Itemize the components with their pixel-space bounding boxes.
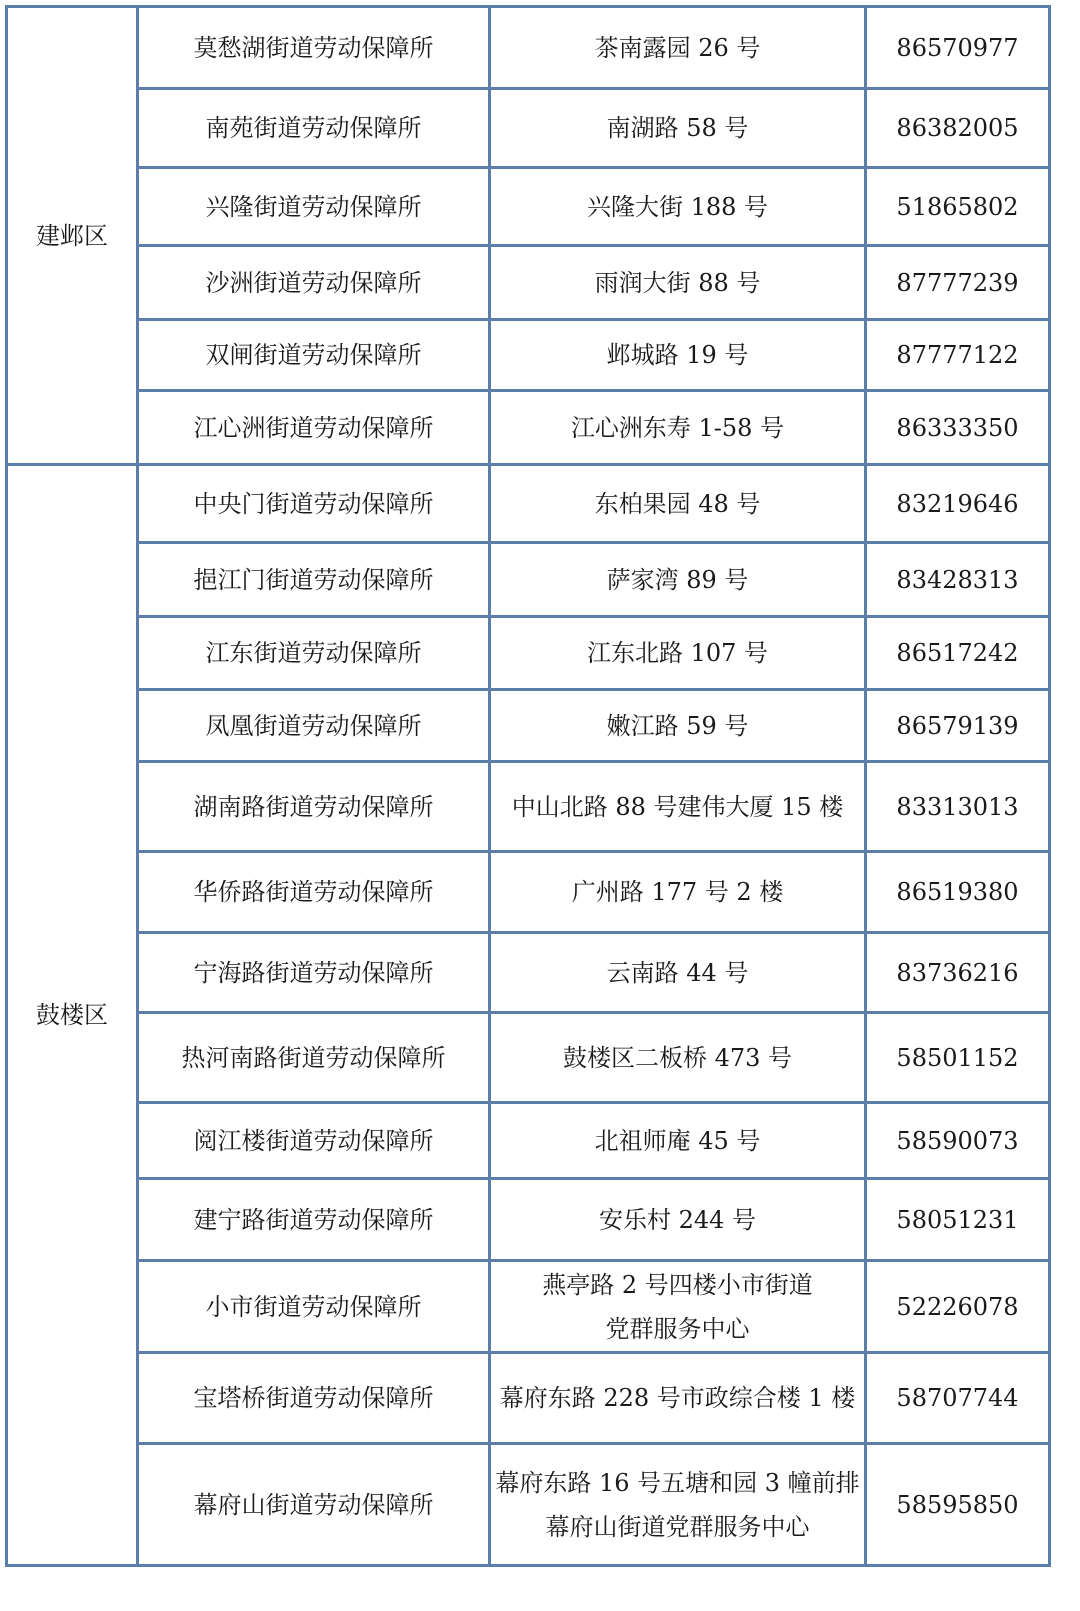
address-line: 兴隆大街 188 号 (586, 192, 769, 221)
office-name-cell: 华侨路街道劳动保障所 (138, 852, 490, 933)
address-line: 茶南露园 26 号 (594, 33, 761, 62)
phone-cell: 51865802 (866, 168, 1050, 246)
office-name-cell: 阅江楼街道劳动保障所 (138, 1103, 490, 1179)
phone-cell: 52226078 (866, 1261, 1050, 1353)
phone-cell: 86579139 (866, 690, 1050, 762)
phone-cell: 86382005 (866, 89, 1050, 168)
table-row (7, 1013, 1050, 1103)
address-line: 安乐村 244 号 (598, 1205, 757, 1234)
table-row (7, 543, 1050, 617)
address-cell (490, 543, 866, 617)
office-name-cell: 江东街道劳动保障所 (138, 617, 490, 690)
office-name-cell: 湖南路街道劳动保障所 (138, 762, 490, 852)
table-row (7, 762, 1050, 852)
phone-cell: 86333350 (866, 391, 1050, 465)
address-cell (490, 320, 866, 391)
table-row (7, 1103, 1050, 1179)
phone-cell: 86517242 (866, 617, 1050, 690)
address-line: 广州路 177 号 2 楼 (571, 878, 784, 906)
table-row (7, 1179, 1050, 1261)
table-row (7, 617, 1050, 690)
address-line: 南湖路 58 号 (606, 114, 749, 142)
office-name-cell: 热河南路街道劳动保障所 (138, 1013, 490, 1103)
address-cell (490, 246, 866, 320)
address-line: 幕府东路 16 号五塘和园 3 幢前排 (495, 1468, 860, 1497)
address-line: 江心洲东寿 1-58 号 (570, 413, 785, 442)
address-line: 幕府东路 228 号市政综合楼 1 楼 (499, 1384, 856, 1412)
office-name-cell: 兴隆街道劳动保障所 (138, 168, 490, 246)
table-row (7, 7, 1050, 89)
address-cell (490, 89, 866, 168)
phone-cell: 86519380 (866, 852, 1050, 933)
phone-cell: 87777122 (866, 320, 1050, 391)
phone-cell: 86570977 (866, 7, 1050, 89)
address-line: 江东北路 107 号 (586, 639, 769, 667)
office-name-cell: 小市街道劳动保障所 (138, 1261, 490, 1353)
office-name-cell: 幕府山街道劳动保障所 (138, 1444, 490, 1566)
address-cell (490, 1353, 866, 1444)
address-cell (490, 852, 866, 933)
address-cell (490, 168, 866, 246)
address-line: 中山北路 88 号建伟大厦 15 楼 (511, 792, 844, 821)
address-cell (490, 1444, 866, 1566)
office-name-cell: 沙洲街道劳动保障所 (138, 246, 490, 320)
address-line: 燕亭路 2 号四楼小市街道 (542, 1270, 813, 1299)
address-line: 雨润大街 88 号 (594, 268, 761, 297)
table-row (7, 1444, 1050, 1566)
table-row (7, 168, 1050, 246)
table-row (7, 89, 1050, 168)
office-name-cell: 宁海路街道劳动保障所 (138, 933, 490, 1013)
address-cell (490, 690, 866, 762)
table-row (7, 690, 1050, 762)
phone-cell: 83219646 (866, 465, 1050, 543)
table-body (7, 7, 1050, 1566)
office-name-cell: 江心洲街道劳动保障所 (138, 391, 490, 465)
address-line: 幕府山街道党群服务中心 (545, 1512, 810, 1541)
office-name-cell: 莫愁湖街道劳动保障所 (138, 7, 490, 89)
phone-cell: 83313013 (866, 762, 1050, 852)
table-row (7, 391, 1050, 465)
address-cell (490, 1179, 866, 1261)
address-cell (490, 1261, 866, 1353)
phone-cell: 58590073 (866, 1103, 1050, 1179)
address-cell (490, 391, 866, 465)
address-line: 鼓楼区二板桥 473 号 (562, 1043, 793, 1072)
address-cell (490, 7, 866, 89)
table-row (7, 1261, 1050, 1353)
address-cell (490, 617, 866, 690)
table-row (7, 1353, 1050, 1444)
office-name-cell: 挹江门街道劳动保障所 (138, 543, 490, 617)
address-line: 北祖师庵 45 号 (594, 1126, 761, 1155)
table-row (7, 465, 1050, 543)
address-cell (490, 762, 866, 852)
table-row (7, 320, 1050, 391)
table-row (7, 246, 1050, 320)
table-row (7, 933, 1050, 1013)
phone-cell: 58051231 (866, 1179, 1050, 1261)
office-name-cell: 双闸街道劳动保障所 (138, 320, 490, 391)
phone-cell: 58707744 (866, 1353, 1050, 1444)
table-row (7, 852, 1050, 933)
office-name-cell: 建宁路街道劳动保障所 (138, 1179, 490, 1261)
office-name-cell: 凤凰街道劳动保障所 (138, 690, 490, 762)
address-line: 邺城路 19 号 (606, 341, 749, 369)
address-cell (490, 465, 866, 543)
address-line: 嫩江路 59 号 (606, 711, 749, 740)
phone-cell: 83736216 (866, 933, 1050, 1013)
address-line: 云南路 44 号 (606, 958, 749, 987)
labor-office-table (5, 5, 1051, 1567)
address-cell (490, 933, 866, 1013)
address-line: 党群服务中心 (605, 1314, 750, 1343)
office-name-cell: 宝塔桥街道劳动保障所 (138, 1353, 490, 1444)
phone-cell: 58501152 (866, 1013, 1050, 1103)
district-cell: 鼓楼区 (7, 465, 138, 1566)
address-cell (490, 1103, 866, 1179)
district-cell: 建邺区 (7, 7, 138, 465)
phone-cell: 87777239 (866, 246, 1050, 320)
phone-cell: 83428313 (866, 543, 1050, 617)
office-name-cell: 南苑街道劳动保障所 (138, 89, 490, 168)
address-cell (490, 1013, 866, 1103)
address-line: 东柏果园 48 号 (594, 489, 761, 518)
address-line: 萨家湾 89 号 (606, 565, 749, 594)
office-name-cell: 中央门街道劳动保障所 (138, 465, 490, 543)
phone-cell: 58595850 (866, 1444, 1050, 1566)
